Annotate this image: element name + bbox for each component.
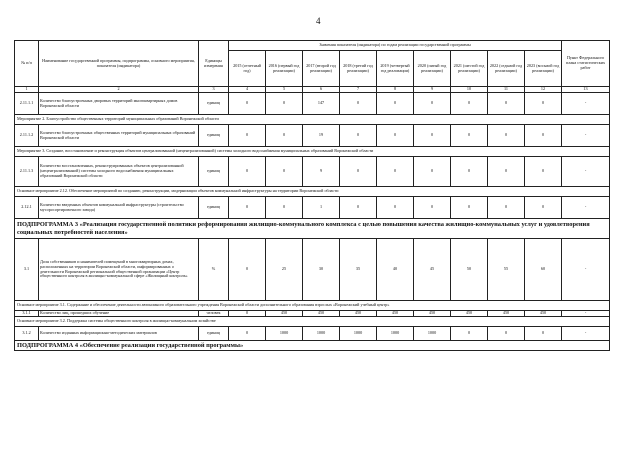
value-cell: 450 <box>303 311 340 317</box>
unit-cell: единиц <box>199 197 229 219</box>
column-number: 2 <box>39 87 199 93</box>
table-header-row <box>15 41 610 51</box>
page-number: 4 <box>316 16 321 26</box>
value-cell: 60 <box>525 239 562 301</box>
column-number: 10 <box>451 87 488 93</box>
value-cell: 0 <box>266 125 303 147</box>
value-cell: 450 <box>377 311 414 317</box>
section-title: Основное мероприятие 3.2. Поддержка системы общественного контроля в жилищно-коммунальном хозяйстве <box>15 317 610 327</box>
row-number: 2.12.1 <box>15 197 39 219</box>
value-cell: 0 <box>488 125 525 147</box>
value-cell: 30 <box>303 239 340 301</box>
col-header-number: № п/п <box>15 41 39 87</box>
column-number: 8 <box>377 87 414 93</box>
column-number: 9 <box>414 87 451 93</box>
table-row <box>15 157 610 187</box>
plan-cell: - <box>562 311 610 317</box>
table-row <box>15 93 610 115</box>
col-header-year: 2020 (пятый год реализации) <box>414 51 451 87</box>
row-number: 2.11.1.2 <box>15 125 39 147</box>
value-cell: 0 <box>377 197 414 219</box>
value-cell: 0 <box>340 93 377 115</box>
value-cell: 1000 <box>377 327 414 341</box>
column-number: 3 <box>199 87 229 93</box>
plan-cell: - <box>562 197 610 219</box>
value-cell: 0 <box>377 157 414 187</box>
value-cell: 0 <box>451 197 488 219</box>
value-cell: 0 <box>377 93 414 115</box>
table-row <box>15 197 610 219</box>
value-cell: 0 <box>525 327 562 341</box>
value-cell: 450 <box>488 311 525 317</box>
col-header-year: 2017 (второй год реализации) <box>303 51 340 87</box>
value-cell: 450 <box>525 311 562 317</box>
column-number: 7 <box>340 87 377 93</box>
row-number: 2.11.1.3 <box>15 157 39 187</box>
unit-cell: единиц <box>199 157 229 187</box>
section-title: Мероприятие 2. Благоустройство общественных территорий муниципальных образований Воронежской области <box>15 115 610 125</box>
section-title: Основное мероприятие 3.1. Содержание и обеспечение деятельности автономного образовательного учреждения Воронежской области дополнительного образования взрослых «Воронежский учебный центр» <box>15 301 610 311</box>
value-cell: 25 <box>266 239 303 301</box>
col-header-year: 2018 (третий год реализации) <box>340 51 377 87</box>
col-header-years-group: Значения показателя (индикатора) по годам реализации государственной программы <box>229 41 562 51</box>
value-cell: 0 <box>266 157 303 187</box>
plan-cell: - <box>562 327 610 341</box>
col-header-name: Наименование государственной программы, подпрограммы, основного мероприятия, показателя (индикатора) <box>39 41 199 87</box>
value-cell: 40 <box>377 239 414 301</box>
value-cell: 450 <box>266 311 303 317</box>
section-heading <box>15 147 610 157</box>
value-cell: 450 <box>414 311 451 317</box>
value-cell: 0 <box>340 125 377 147</box>
value-cell: 0 <box>229 239 266 301</box>
col-header-year: 2016 (первый год реализации) <box>266 51 303 87</box>
indicator-name: Количество благоустроенных общественных территорий муниципальных образований Воронежской области <box>39 125 199 147</box>
col-header-year: 2021 (шестой год реализации) <box>451 51 488 87</box>
row-number: 3.1.2 <box>15 327 39 341</box>
value-cell: 0 <box>451 125 488 147</box>
value-cell: 0 <box>488 157 525 187</box>
col-header-unit: Единицы измерения <box>199 41 229 87</box>
plan-cell: - <box>562 93 610 115</box>
section-heading <box>15 317 610 327</box>
value-cell: 0 <box>229 125 266 147</box>
value-cell: 9 <box>303 157 340 187</box>
value-cell: 0 <box>488 327 525 341</box>
row-number: 2.11.1.1 <box>15 93 39 115</box>
value-cell: 0 <box>414 197 451 219</box>
value-cell: 0 <box>414 125 451 147</box>
value-cell: 0 <box>340 157 377 187</box>
value-cell: 0 <box>229 311 266 317</box>
column-number: 6 <box>303 87 340 93</box>
value-cell: 0 <box>525 157 562 187</box>
unit-cell: единиц <box>199 125 229 147</box>
table-row <box>15 327 610 341</box>
value-cell: 450 <box>340 311 377 317</box>
value-cell: 0 <box>229 327 266 341</box>
indicator-table <box>14 40 610 351</box>
col-header-year: 2019 (четвертый год реализации) <box>377 51 414 87</box>
value-cell: 35 <box>340 239 377 301</box>
unit-cell: единиц <box>199 327 229 341</box>
column-number: 12 <box>525 87 562 93</box>
unit-cell: % <box>199 239 229 301</box>
section-title: Основное мероприятие 2.12. Обеспечение мероприятий по созданию, реконструкции, модернизации объектов коммунальной инфраструктуры на территории Воронежской области <box>15 187 610 197</box>
column-number: 4 <box>229 87 266 93</box>
value-cell: 0 <box>229 157 266 187</box>
column-number: 5 <box>266 87 303 93</box>
value-cell: 0 <box>451 157 488 187</box>
value-cell: 1000 <box>303 327 340 341</box>
col-header-year: 2015 (отчетный год) <box>229 51 266 87</box>
value-cell: 0 <box>229 93 266 115</box>
value-cell: 19 <box>303 125 340 147</box>
value-cell: 0 <box>414 93 451 115</box>
subprogram-heading <box>15 219 610 239</box>
value-cell: 0 <box>266 197 303 219</box>
section-title: Мероприятие 3. Создание, восстановление и реконструкция объектов централизованной (нецентрализованной) системы холодного водоснабжения муниципальных образований Воронежской области <box>15 147 610 157</box>
value-cell: 50 <box>451 239 488 301</box>
value-cell: 0 <box>229 197 266 219</box>
value-cell: 55 <box>488 239 525 301</box>
col-header-year: 2023 (восьмой год реализации) <box>525 51 562 87</box>
row-number: 3.1 <box>15 239 39 301</box>
column-number: 1 <box>15 87 39 93</box>
unit-cell: человек <box>199 311 229 317</box>
table-row <box>15 239 610 301</box>
section-heading <box>15 187 610 197</box>
value-cell: 0 <box>451 327 488 341</box>
unit-cell: единиц <box>199 93 229 115</box>
value-cell: 0 <box>377 125 414 147</box>
col-header-year: 2022 (седьмой год реализации) <box>488 51 525 87</box>
plan-cell: - <box>562 239 610 301</box>
indicator-name: Количество лиц, прошедших обучение <box>39 311 199 317</box>
value-cell: 1000 <box>266 327 303 341</box>
value-cell: 0 <box>340 197 377 219</box>
indicator-name: Количество введенных объектов коммунальной инфраструктуры (строительство мусоросортировочного завода) <box>39 197 199 219</box>
value-cell: 0 <box>525 93 562 115</box>
value-cell: 0 <box>488 197 525 219</box>
table-row <box>15 125 610 147</box>
row-number: 3.1.1 <box>15 311 39 317</box>
plan-cell: - <box>562 157 610 187</box>
section-heading <box>15 115 610 125</box>
indicator-name: Доля собственников и нанимателей помещений в многоквартирных домах, расположенных на территории Воронежской области, информированных о деятельности Воронежской региональной общественной организации «Центр общественного контроля в жилищно-коммунальной сфере «Жилищный контроль» <box>39 239 199 301</box>
indicator-name: Количество благоустроенных дворовых территорий многоквартирных домов Воронежской области <box>39 93 199 115</box>
value-cell: 450 <box>451 311 488 317</box>
value-cell: 1000 <box>414 327 451 341</box>
value-cell: 45 <box>414 239 451 301</box>
subprogram-heading <box>15 341 610 351</box>
indicator-name: Количество изданных информационно-методических материалов <box>39 327 199 341</box>
col-header-plan: Пункт Федерального плана статистических работ <box>562 41 610 87</box>
subprogram-title: ПОДПРОГРАММА 3 «Реализация государственной политики реформирования жилищно-коммунального комплекса с целью повышения качества жилищно-коммунальных услуг и удовлетворения социальных потребностей населения» <box>15 219 610 239</box>
value-cell: 0 <box>488 93 525 115</box>
value-cell: 0 <box>525 197 562 219</box>
value-cell: 147 <box>303 93 340 115</box>
value-cell: 1 <box>303 197 340 219</box>
column-number: 13 <box>562 87 610 93</box>
indicator-name: Количество восстановленных, реконструированных объектов централизованной (нецентрализованной) системы холодного водоснабжения муниципальных образований Воронежской области <box>39 157 199 187</box>
subprogram-title: ПОДПРОГРАММА 4 «Обеспечение реализации государственной программы» <box>15 341 610 351</box>
value-cell: 0 <box>266 93 303 115</box>
value-cell: 0 <box>451 93 488 115</box>
column-number: 11 <box>488 87 525 93</box>
section-heading <box>15 301 610 311</box>
value-cell: 0 <box>525 125 562 147</box>
plan-cell: - <box>562 125 610 147</box>
value-cell: 0 <box>414 157 451 187</box>
value-cell: 1000 <box>340 327 377 341</box>
